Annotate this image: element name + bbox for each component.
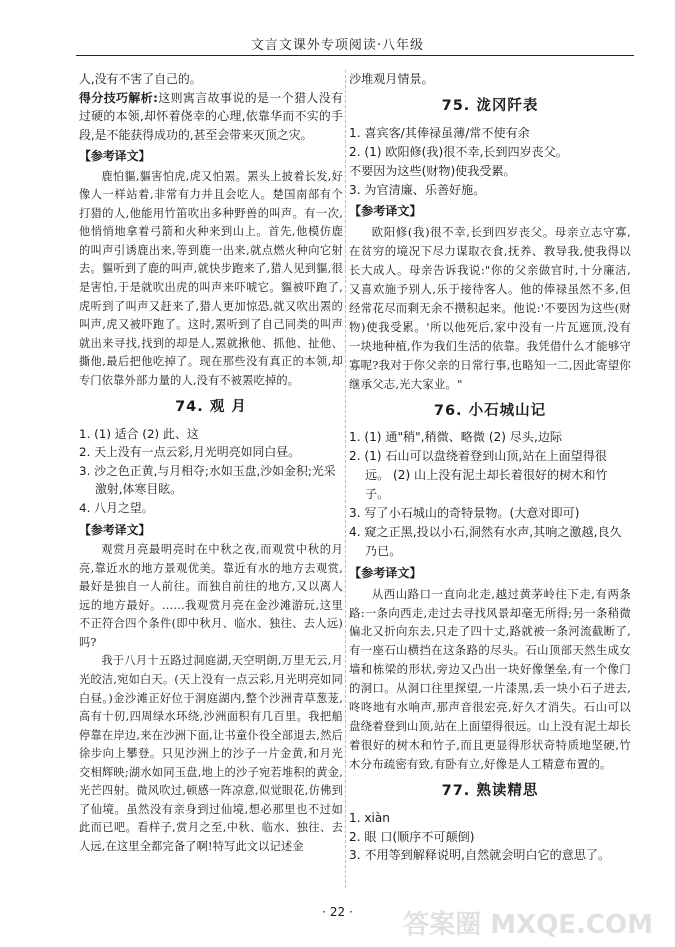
left-column xyxy=(79,70,343,856)
section-74-item: 4. 八月之望。 xyxy=(79,501,154,516)
continued-line: 沙堆观月情景。 xyxy=(349,72,434,86)
ref-76-text: 从西山路口一直向北走,越过黄茅岭往下走,有两条路:一条向西走,走过去寻找风景却毫无所得;另一条稍微偏北又折向东去,只走了四十丈,路就被一条河流截断了,有一座石山横挡在这条路的尽头。石山顶部天然生成女墙和栋梁的形状,旁边又凸出一块好像堡垒,有一个像门的洞口。从洞口往里探望,一片漆黑,丢一块小石子进去,咚咚地有水响声,那声音很宏亮,好久才消失。石山可以盘绕着登到山顶,站在上面望得很远。山上没有泥土却长着很好的树木和竹子,而且更显得形状奇特质地坚硬,竹木分布疏密有致,有卧有立,好像是人工精意布置的。 xyxy=(349,586,631,771)
tip-label: 得分技巧解析: xyxy=(79,90,158,105)
page-header-title: 文言文课外专项阅读·八年级 xyxy=(250,38,425,53)
section-76-title: 76. 小石城山记 xyxy=(433,402,547,419)
section-75-item: 2. (1) 欧阳修(我)很不幸,长到四岁丧父。 xyxy=(349,144,568,159)
right-column xyxy=(349,70,631,865)
header-rule xyxy=(76,55,634,56)
section-77-item: 1. xiàn xyxy=(349,810,390,825)
section-75-item: 3. 为官清廉、乐善好施。 xyxy=(349,182,486,197)
section-76-item: 1. (1) 通"稍",稍微、略微 (2) 尽头,边际 xyxy=(349,430,563,445)
ref-76-label: 【参考译文】 xyxy=(349,565,422,580)
section-74-item: 1. (1) 适合 (2) 此、这 xyxy=(79,426,199,441)
section-75-item: 不要因为这些(财物)使我受累。 xyxy=(349,163,516,178)
ref-text: 鹿怕貙,貙害怕虎,虎又怕罴。罴头上披着长发,好像人一样站着,非常有力并且会吃人。楚国南部有个打猎的人,他能用竹笛吹出多种野兽的叫声。有一次,他悄悄地拿着弓箭和火种来到山上。首先,他模仿鹿的叫声引诱鹿出来,等到鹿一出来,就点燃火种向它射去。貙听到了鹿的叫声,就快步跑来了,猎人见到貙,很是害怕,于是就吹出虎的叫声来吓唬它。貙被吓跑了,虎听到了叫声又赶来了,猎人更加惊恐,就又吹出罴的叫声,虎又被吓跑了。这时,罴听到了自己同类的叫声就出来寻找,找到的却是人,罴就揪他、抓他、扯他、撕他,最后把他吃掉了。现在那些没有真正的本领,却专门依靠外部力量的人,没有不被罴吃掉的。 xyxy=(79,169,343,387)
tip-paragraph xyxy=(79,89,343,145)
section-77-item: 3. 不用等到解释说明,自然就会明白它的意思了。 xyxy=(349,848,611,863)
section-76-item: 3. 写了小石城山的奇特景物。(大意对即可) xyxy=(349,506,580,521)
section-77-item: 2. 眼 口(顺序不可颠倒) xyxy=(349,829,475,844)
column-divider xyxy=(345,70,346,888)
section-76-item: 2. (1) 石山可以盘绕着登到山顶,站在上面望得很远。 (2) 山上没有泥土却长着很好的树木和竹子。 xyxy=(349,449,608,502)
section-74-item: 3. 沙之色正黄,与月相夺;水如玉盘,沙如金积;光采激射,体寒目眩。 xyxy=(79,463,336,497)
section-75-item: 1. 喜宾客/其俸禄虽薄/常不使有余 xyxy=(349,125,530,140)
section-76-item: 4. 窥之正黑,投以小石,洞然有水声,其响之激越,良久乃已。 xyxy=(349,524,622,558)
section-74-title: 74. 观 月 xyxy=(175,399,247,416)
intro-line: 人,没有不害了自己的。 xyxy=(79,72,202,86)
tip-text: 这则寓言故事说的是一个猎人没有过硬的本领,却怀着侥幸的心理,依靠华而不实的手段,是不能获得成功的,甚至会带来灭顶之灾。 xyxy=(79,90,343,142)
ref-75-label: 【参考译文】 xyxy=(349,204,422,219)
ref-74-text-1: 观赏月亮最明亮时在中秋之夜,而观赏中秋的月亮,靠近水的地方景观优美。靠近有水的地方去观赏,最好是独自一人前往。而独自前往的地方,又以离人远的地方最好。……我观赏月亮在金沙滩游玩,这里不正符合四个条件(即中秋月、临水、独往、去人远)吗? xyxy=(79,543,343,649)
ref-75-text: 欧阳修(我)很不幸,长到四岁丧父。母亲立志守寡,在贫穷的境况下尽力谋取衣食,抚养、教导我,使我得以长大成人。母亲告诉我说:"你的父亲做官时,十分廉洁,又喜欢施予别人,乐于接待客人。他的俸禄虽然不多,但经常花尽而剩无余不攒积起来。他说:'不要因为这些(财物)使我受累。'所以他死后,家中没有一片瓦遮顶,没有一块地种植,作为我们生活的依靠。我凭借什么才能够守寡呢?我对于你父亲的日常行事,也略知一二,因此寄望你继承父志,光大家业。" xyxy=(349,225,631,391)
page-number: · 22 · xyxy=(322,905,353,919)
section-75-title: 75. 泷冈阡表 xyxy=(441,97,539,114)
section-74-item: 2. 天上没有一点云彩,月光明亮如同白昼。 xyxy=(79,445,301,460)
ref-74-label: 【参考译文】 xyxy=(79,522,151,537)
section-77-title: 77. 熟读精思 xyxy=(441,782,539,799)
ref-74-text-2: 我于八月十五路过洞庭湖,天空明朗,万里无云,月光皎洁,宛如白天。(天上没有一点云彩,月光明亮如同白昼。)金沙滩正好位于洞庭湖内,整个沙洲青草葱茏,高有十仞,四周绿水环绕,沙洲面积有几百里。我把船停靠在岸边,来在沙洲下面,让书童仆役全部退去,然后徐步向上攀登。只见沙洲上的沙子一片金黄,和月光交相辉映;湖水如同玉盘,地上的沙子宛若堆积的黄金,光芒四射。微风吹过,顿感一阵凉意,似觉眼花,仿佛到了仙境。虽然没有亲身到过仙境,想必那里也不过如此而已吧。看样子,赏月之至,中秋、临水、独往、去人远,在这里全都完备了啊!特写此文以记述金 xyxy=(79,654,343,853)
ref-label: 【参考译文】 xyxy=(79,149,151,164)
watermark-logo: 答案圈 MXQE.COM xyxy=(403,910,653,940)
